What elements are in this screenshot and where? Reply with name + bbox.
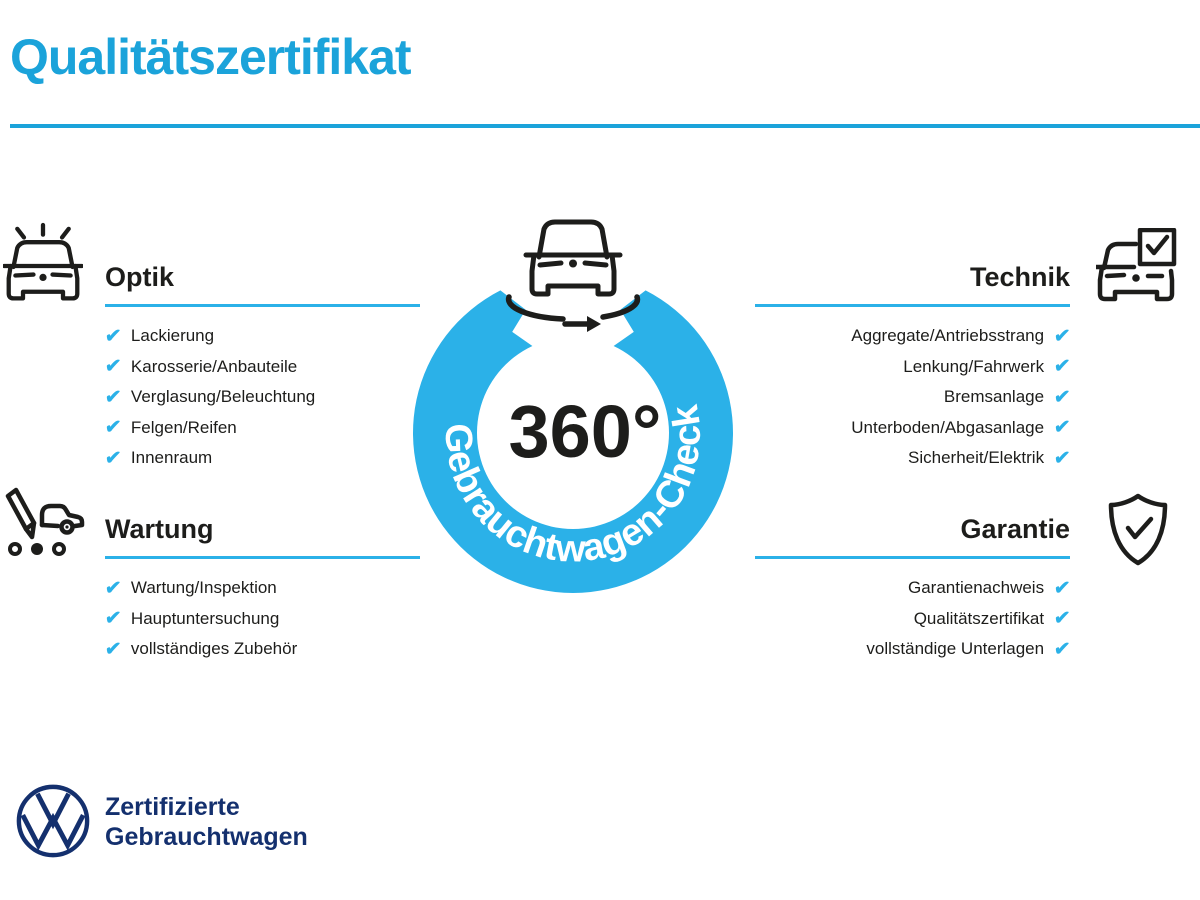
check-item-label: Innenraum [130,448,213,468]
check-icon: ✔ [1052,447,1072,469]
check-item-label: Garantienachweis [908,578,1045,598]
check-item-label: Karosserie/Anbauteile [130,356,298,376]
check-item-label: Felgen/Reifen [130,417,237,437]
check-item-label: vollständige Unterlagen [866,639,1045,659]
badge-360-check [398,196,770,631]
section-heading: Technik [969,262,1070,292]
car-shine-icon [3,222,83,310]
check-list [755,321,1070,474]
check-item [105,382,420,413]
check-item-label: Unterboden/Abgasanlage [851,417,1045,437]
check-item [105,321,420,352]
check-item [755,443,1070,474]
check-item-label: Aggregate/Antriebsstrang [851,326,1045,346]
check-item [755,382,1070,413]
check-item [755,321,1070,352]
check-icon: ✔ [1052,638,1072,660]
footer-claim-line1: Zertifizierte [105,793,240,821]
check-icon: ✔ [103,386,123,408]
check-icon: ✔ [103,608,123,630]
check-item [755,413,1070,444]
check-icon: ✔ [1052,356,1072,378]
section-heading: Optik [105,262,175,292]
check-item-label: Lenkung/Fahrwerk [903,356,1045,376]
check-icon: ✔ [1052,325,1072,347]
check-icon: ✔ [1052,417,1072,439]
check-icon: ✔ [103,325,123,347]
check-list [105,321,420,474]
check-item [105,604,420,635]
check-icon: ✔ [1052,608,1072,630]
footer-claim-line2: Gebrauchtwagen [105,823,308,851]
check-icon: ✔ [1052,577,1072,599]
badge-degrees: 360° [508,390,662,473]
check-item-label: Qualitätszertifikat [913,608,1045,628]
section-underline [755,556,1070,559]
check-icon: ✔ [103,447,123,469]
car-rotate-icon [509,222,638,332]
page-title: Qualitätszertifikat [10,29,411,85]
check-item [105,413,420,444]
check-item [105,352,420,383]
section-heading: Wartung [105,514,214,544]
section-optik [105,262,420,474]
section-underline [105,304,420,307]
check-item [105,634,420,665]
check-list [105,573,420,665]
check-item-label: Sicherheit/Elektrik [908,448,1045,468]
car-checklist-icon [1096,228,1178,312]
section-underline [755,304,1070,307]
check-list [755,573,1070,665]
section-technik [755,262,1070,474]
check-item [755,604,1070,635]
check-icon: ✔ [103,577,123,599]
section-underline [105,556,420,559]
check-item-label: Wartung/Inspektion [130,578,277,598]
check-item [755,352,1070,383]
footer-claim [105,792,308,852]
service-pen-car-icon [2,479,90,565]
vw-logo [14,782,92,860]
check-item-label: vollständiges Zubehör [130,639,298,659]
check-item [105,573,420,604]
section-heading: Garantie [960,514,1070,544]
check-icon: ✔ [103,417,123,439]
check-item [105,443,420,474]
shield-check-icon [1106,492,1170,568]
check-item [755,634,1070,665]
check-item-label: Bremsanlage [943,387,1045,407]
check-icon: ✔ [103,638,123,660]
section-wartung [105,514,420,665]
check-icon: ✔ [103,356,123,378]
header-divider [10,124,1200,128]
check-item-label: Verglasung/Beleuchtung [130,387,316,407]
badge-ring-label: Gebrauchtwagen-Check [436,402,709,571]
check-item [755,573,1070,604]
section-garantie [755,514,1070,665]
check-item-label: Hauptuntersuchung [130,608,280,628]
check-icon: ✔ [1052,386,1072,408]
check-item-label: Lackierung [130,326,215,346]
